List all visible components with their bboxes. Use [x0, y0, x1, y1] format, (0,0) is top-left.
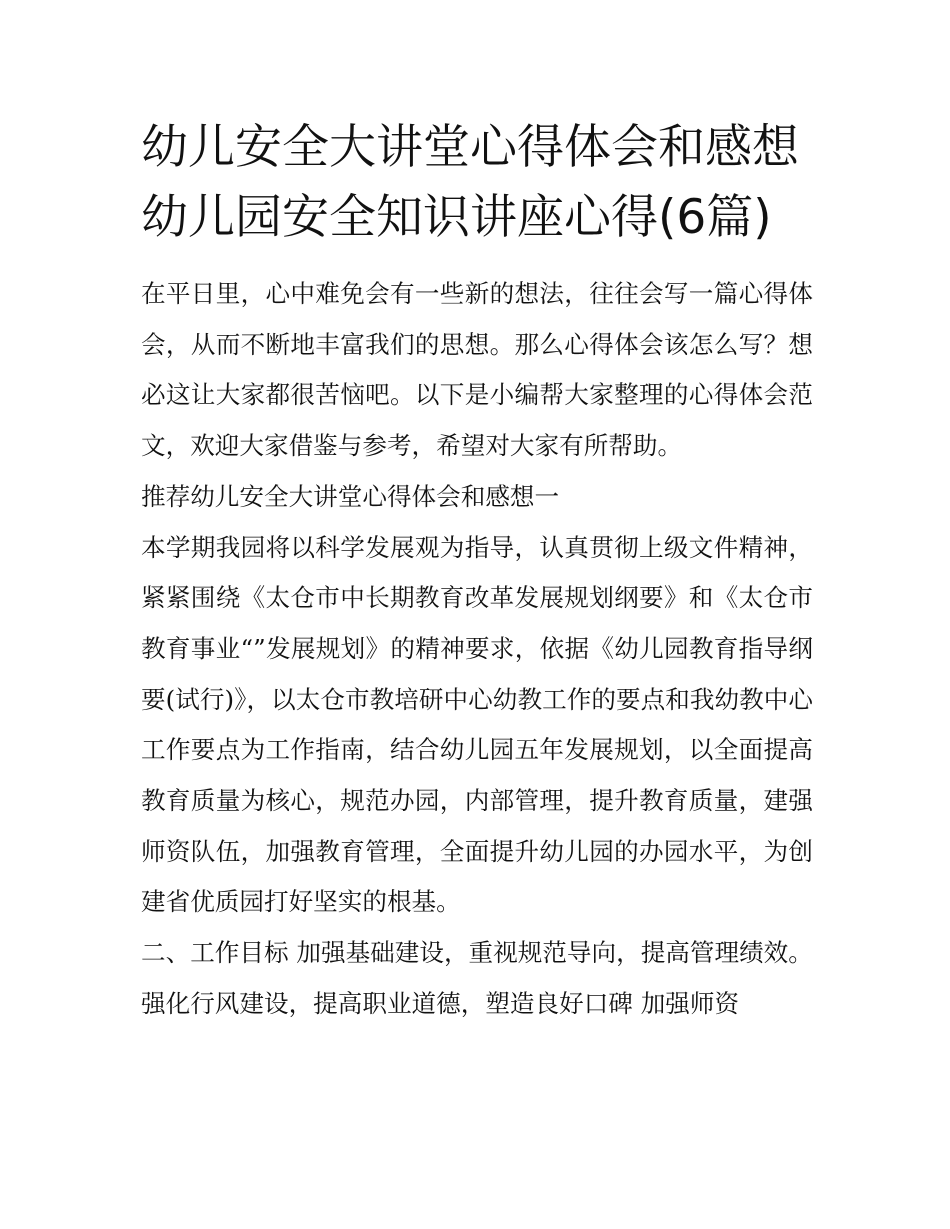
body-paragraph: 本学期我园将以科学发展观为指导，认真贯彻上级文件精神，紧紧围绕《太仓市中长期教育改革发展规划纲要》和《太仓市教育事业“”发展规划》的精神要求，依据《幼儿园教育指导纲要(试行)》，以太仓市教培研中心幼教工作的要点和我幼教中心工作要点为工作指南，结合幼儿园五年发展规划，以全面提高教育质量为核心，规范办园，内部管理，提升教育质量，建强师资队伍，加强教育管理，全面提升幼儿园的办园水平，为创建省优质园打好坚实的根基。 [141, 532, 813, 917]
intro-paragraph: 在平日里，心中难免会有一些新的想法，往往会写一篇心得体会，从而不断地丰富我们的思想。那么心得体会该怎么写？想必这让大家都很苦恼吧。以下是小编帮大家整理的心得体会范文，欢迎大家借鉴与参考，希望对大家有所帮助。 [141, 279, 813, 461]
work-goals-paragraph: 二、工作目标 加强基础建设，重视规范导向，提高管理绩效。 强化行风建设，提高职业道德，塑造良好口碑 加强师资 [141, 938, 813, 1018]
document-body [141, 269, 813, 1030]
section-heading: 推荐幼儿安全大讲堂心得体会和感想一 [141, 481, 560, 511]
document-content [141, 113, 813, 1030]
document-title: 幼儿安全大讲堂心得体会和感想 幼儿园安全知识讲座心得(6篇) [141, 120, 799, 245]
